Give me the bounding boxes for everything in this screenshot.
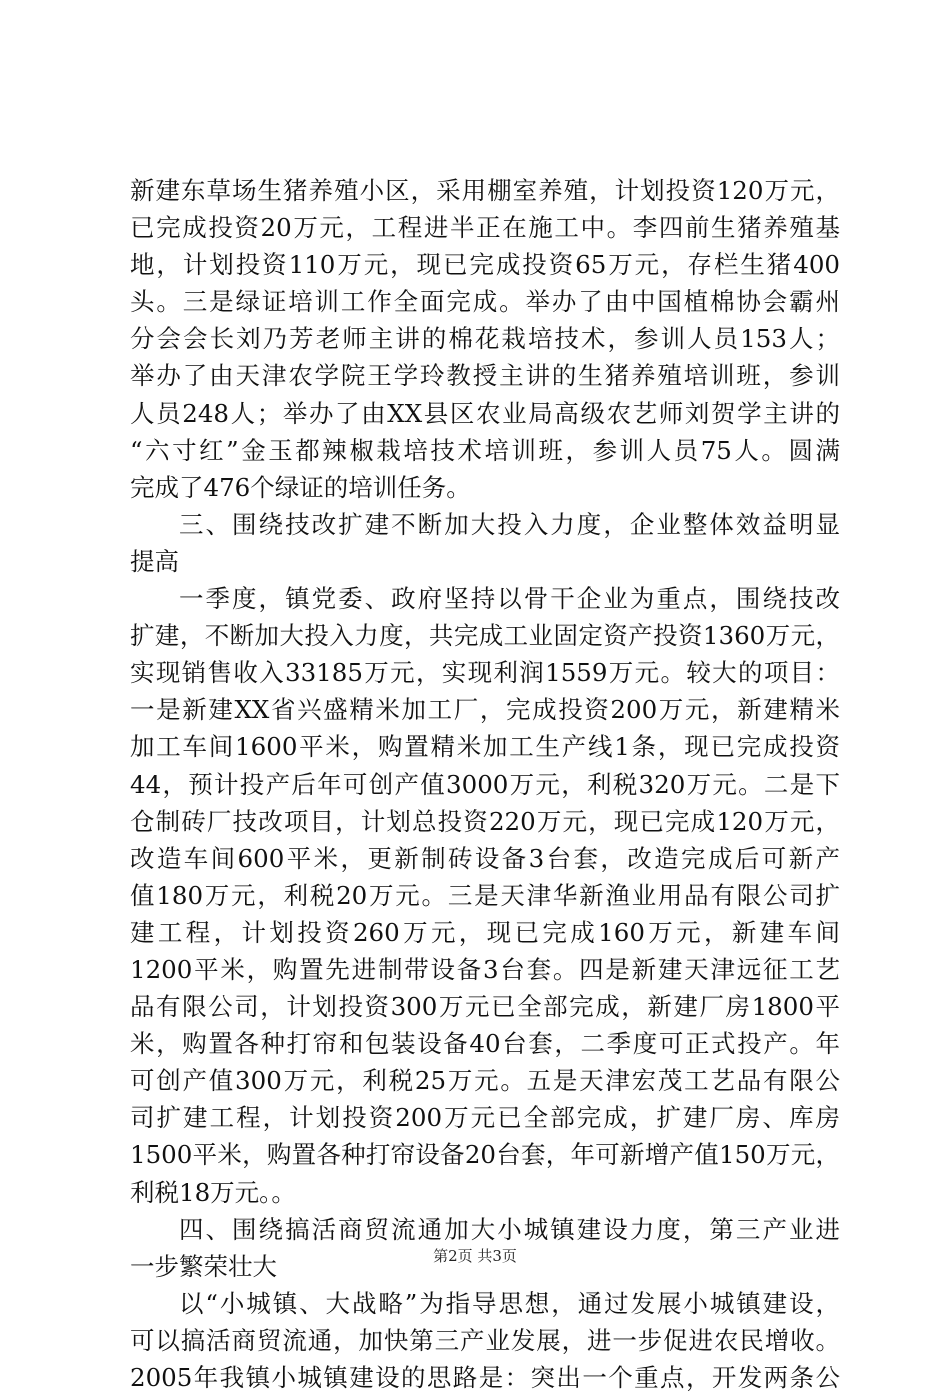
- text-line: 1200平米，购置先进制带设备3台套。四是新建天津远征工艺: [130, 954, 840, 984]
- text-line: 可以搞活商贸流通，加快第三产业发展，进一步促进农民增收。: [130, 1325, 840, 1355]
- text-line: 一季度，镇党委、政府坚持以骨干企业为重点，围绕技改: [179, 584, 840, 614]
- text-line: 司扩建工程，计划投资200万元已全部完成，扩建厂房、库房: [130, 1103, 840, 1133]
- text-line: 举办了由天津农学院王学玲教授主讲的生猪养殖培训班，参训: [130, 361, 840, 391]
- text-line: 实现销售收入33185万元，实现利润1559万元。较大的项目：: [130, 658, 840, 688]
- text-line: 四、围绕搞活商贸流通加大小城镇建设力度，第三产业进: [179, 1214, 840, 1244]
- text-line: 人员248人；举办了由XX县区农业局高级农艺师刘贺学主讲的: [130, 398, 840, 428]
- text-line: 值180万元，利税20万元。三是天津华新渔业用品有限公司扩: [130, 880, 840, 910]
- text-line: 提高: [130, 546, 179, 576]
- document-body: [130, 172, 840, 1396]
- text-line: 1500平米，购置各种打帘设备20台套，年可新增产值150万元，: [130, 1140, 840, 1170]
- text-line: 利税18万元。。: [130, 1177, 296, 1207]
- page-footer: 第2页 共3页: [433, 1247, 517, 1265]
- text-line: 已完成投资20万元，工程进半正在施工中。李四前生猪养殖基: [130, 213, 840, 243]
- text-line: 品有限公司，计划投资300万元已全部完成，新建厂房1800平: [130, 992, 840, 1022]
- text-line: 分会会长刘乃芳老师主讲的棉花栽培技术，参训人员153人；: [130, 324, 840, 354]
- text-line: 44，预计投产后年可创产值3000万元，利税320万元。二是下: [130, 769, 840, 799]
- text-line: 建工程，计划投资260万元，现已完成160万元，新建车间: [130, 917, 840, 947]
- text-line: 以“小城镇、大战略”为指导思想，通过发展小城镇建设，: [179, 1288, 840, 1318]
- text-line: 2005年我镇小城镇建设的思路是：突出一个重点，开发两条公: [130, 1363, 840, 1392]
- text-line: 一是新建XX省兴盛精米加工厂，完成投资200万元，新建精米: [130, 695, 840, 725]
- text-line: 改造车间600平米，更新制砖设备3台套，改造完成后可新产: [130, 843, 840, 873]
- text-line: 可创产值300万元，利税25万元。五是天津宏茂工艺品有限公: [130, 1066, 840, 1096]
- text-line: 仓制砖厂技改项目，计划总投资220万元，现已完成120万元，: [130, 806, 840, 836]
- text-line: 头。三是绿证培训工作全面完成。举办了由中国植棉协会霸州: [130, 287, 840, 317]
- text-line: 米，购置各种打帘和包装设备40台套，二季度可正式投产。年: [130, 1029, 840, 1059]
- text-line: 完成了476个绿证的培训任务。: [130, 472, 471, 502]
- text-line: 地，计划投资110万元，现已完成投资65万元，存栏生猪400: [130, 250, 840, 280]
- text-line: 新建东草场生猪养殖小区，采用棚室养殖，计划投资120万元，: [130, 176, 840, 205]
- text-line: 加工车间1600平米，购置精米加工生产线1条，现已完成投资: [130, 732, 840, 762]
- text-line: 一步繁荣壮大: [130, 1251, 277, 1281]
- text-line: 扩建，不断加大投入力度，共完成工业固定资产投资1360万元，: [130, 621, 840, 651]
- text-line: 三、围绕技改扩建不断加大投入力度，企业整体效益明显: [179, 509, 840, 539]
- text-line: “六寸红”金玉都辣椒栽培技术培训班，参训人员75人。圆满: [130, 435, 840, 465]
